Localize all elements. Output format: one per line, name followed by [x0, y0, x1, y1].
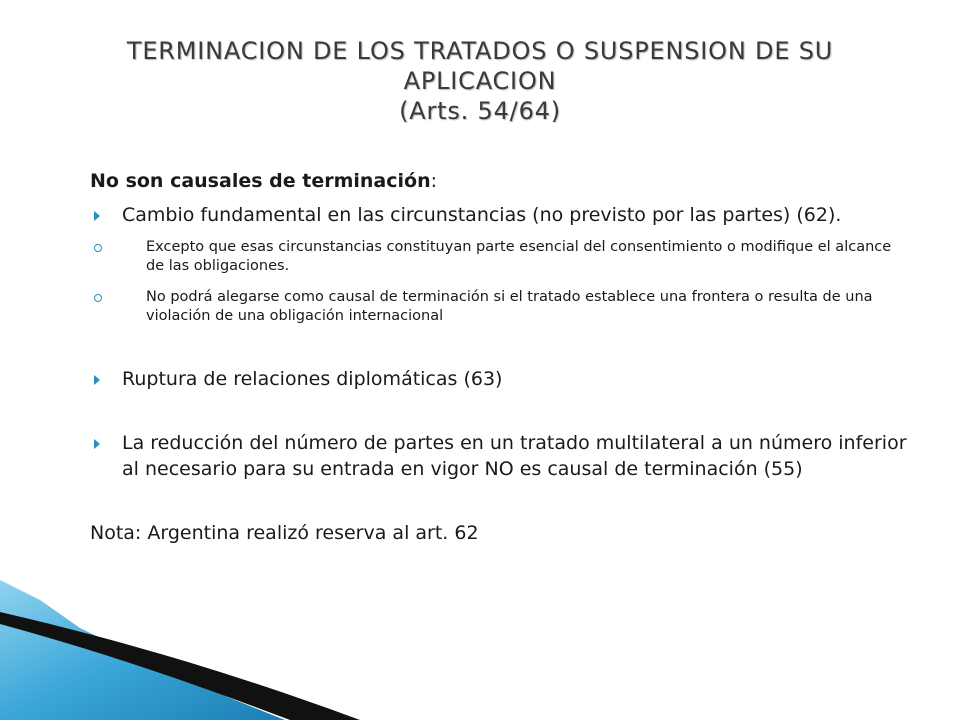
title-line-2: (Arts. 54/64): [399, 97, 561, 125]
bullet-text-1: Cambio fundamental en las circunstancias (no previsto por las partes) (62).: [122, 204, 842, 226]
section-heading-colon: :: [430, 170, 437, 192]
bullet-text-3: La reducción del número de partes en un tratado multilateral a un número inferior al necesario para su entrada en vigor NO es causal de terminación (55): [122, 432, 907, 480]
sub-bullet-text-2: No podrá alegarse como causal de terminación si el tratado establece una frontera o resulta de una violación de una obligación internacional: [146, 289, 873, 324]
section-heading-bold: No son causales de terminación: [90, 170, 431, 192]
note-text: Nota: Argentina realizó reserva al art. 62: [90, 522, 479, 544]
title-line-1: TERMINACION DE LOS TRATADOS O SUSPENSION DE SU APLICACION: [126, 37, 834, 95]
sub-bullet-text-1: Excepto que esas circunstancias constituyan parte esencial del consentimiento o modifique el alcance de las obligaciones.: [146, 239, 892, 274]
bullet-text-2: Ruptura de relaciones diplomáticas (63): [122, 368, 503, 390]
